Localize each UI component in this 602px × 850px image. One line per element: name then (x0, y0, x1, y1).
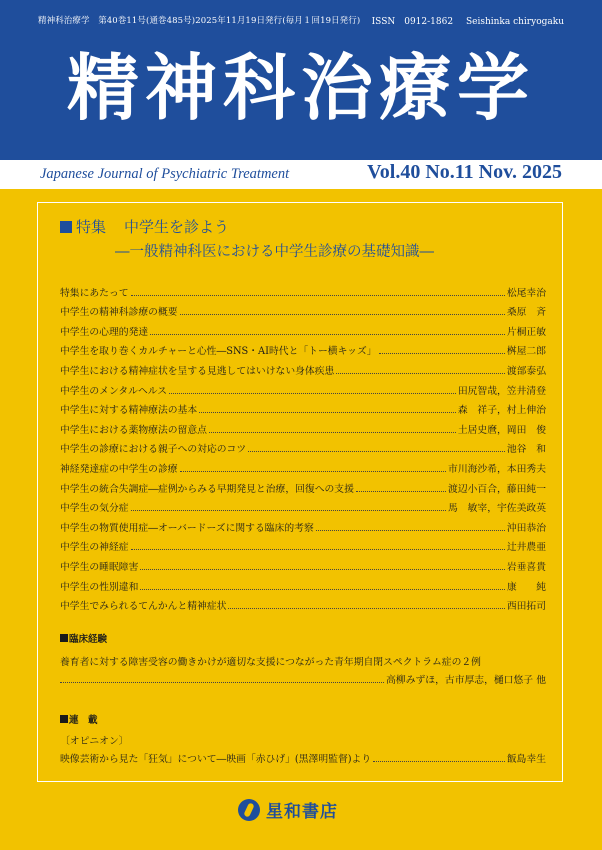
toc-row (60, 318, 546, 338)
journal-title: 精神科治療学 (66, 46, 535, 130)
square-bullet-icon (60, 221, 72, 233)
leader-dots (248, 451, 505, 452)
toc-row (60, 279, 546, 299)
article-title: 中学生の神経症 (60, 542, 129, 554)
article-authors: 康 純 (506, 581, 546, 593)
article-title: 中学生の性別違和 (60, 581, 139, 593)
cover-header (0, 0, 602, 160)
leader-dots (209, 432, 456, 433)
article-title: 中学生に対する精神療法の基本 (60, 405, 198, 417)
toc-row (60, 338, 546, 358)
square-bullet-icon (60, 715, 68, 723)
article-authors: 池谷 和 (506, 444, 546, 456)
toc-row (60, 299, 546, 319)
article-authors: 岩垂喜貴 (506, 561, 546, 573)
toc-row (60, 553, 546, 573)
issn: ISSN 0912-1862 (371, 17, 454, 27)
article-title: 中学生における精神症状を呈する見逃してはいけない身体疾患 (60, 365, 335, 377)
subtitle-band (0, 160, 602, 189)
article-authors: 土居史麿，岡田 俊 (457, 424, 546, 436)
clinical-heading-label: 臨床経験 (69, 634, 108, 645)
serial-heading-label: 連 載 (69, 715, 98, 726)
article-authors: 森 祥子，村上伸治 (457, 405, 546, 417)
toc-row (60, 475, 546, 495)
article-authors: 渡部泰弘 (506, 365, 546, 377)
leader-dots (140, 589, 504, 590)
toc-row (60, 377, 546, 397)
leader-dots (180, 314, 505, 315)
toc-row (60, 455, 546, 475)
article-title: 特集にあたって (60, 287, 129, 299)
leader-dots (131, 549, 505, 550)
toc-row (60, 357, 546, 377)
article-authors: 馬 敏宰，宇佐美政英 (448, 503, 546, 515)
leader-dots (180, 471, 446, 472)
article-title: 中学生の睡眠障害 (60, 561, 139, 573)
serial-article-title: 映像芸術から見た「狂気」について―映画「赤ひげ」(黒澤明監督)より (60, 754, 372, 765)
article-authors: 辻井農亜 (506, 542, 546, 554)
publisher (238, 797, 338, 822)
publication-info: 精神科治療学 第40巻11号(通巻485号)2025年11月19日発行(毎月１回19日発行) (38, 16, 361, 26)
article-title: 中学生における薬物療法の留意点 (60, 424, 207, 436)
article-title: 神経発達症の中学生の診療 (60, 463, 178, 475)
leader-dots (169, 393, 456, 394)
article-authors: 桝屋二郎 (506, 346, 546, 358)
toc-row (60, 397, 546, 417)
toc-row (60, 436, 546, 456)
toc-row (60, 495, 546, 515)
leader-dots (131, 295, 505, 296)
article-title: 中学生の診療における親子への対応のコツ (60, 444, 247, 456)
clinical-heading (60, 631, 107, 645)
english-title: Japanese Journal of Psychiatric Treatment (40, 166, 290, 182)
serial-article-authors: 飯島幸生 (506, 754, 546, 765)
leader-dots (140, 569, 504, 570)
article-title: 中学生を取り巻くカルチャーと心性―SNS・AI時代と「トー横キッズ」 (60, 346, 377, 358)
publisher-logo-icon (238, 799, 260, 821)
leader-dots (199, 412, 456, 413)
clinical-article-authors-row (60, 672, 546, 686)
article-title: 中学生でみられるてんかんと精神症状 (60, 601, 227, 613)
clinical-article-authors: 高柳みずほ，古市厚志，樋口悠子 他 (386, 675, 546, 686)
leader-dots (356, 491, 446, 492)
toc-row (60, 593, 546, 613)
leader-dots (150, 334, 505, 335)
serial-column-label: 〔オピニオン〕 (60, 736, 129, 747)
clinical-article-title: 養育者に対する障害受容の働きかけが適切な支援につながった青年期自閉スペクトラム症の２例 (60, 657, 481, 668)
feature-article-list (60, 279, 546, 612)
leader-dots (379, 353, 505, 354)
square-bullet-icon (60, 634, 68, 642)
toc-row (60, 573, 546, 593)
toc-row (60, 514, 546, 534)
article-authors: 片桐正敏 (506, 326, 546, 338)
article-title: 中学生の統合失調症―症例からみる早期発見と治療，回復への支援 (60, 483, 354, 495)
leader-dots (131, 510, 446, 511)
serial-article-row (60, 751, 546, 765)
romaji-title: Seishinka chiryogaku (465, 17, 564, 27)
article-title: 中学生の精神科診療の概要 (60, 307, 178, 319)
leader-dots (373, 761, 505, 762)
leader-dots (336, 373, 505, 374)
article-authors: 田尻智哉，笠井清登 (457, 385, 546, 397)
leader-dots (60, 682, 384, 683)
article-title: 中学生の心理的発達 (60, 326, 149, 338)
article-authors: 西田拓司 (506, 601, 546, 613)
article-title: 中学生の物質使用症―オーバードーズに関する臨床的考察 (60, 522, 314, 534)
article-authors: 渡辺小百合，藤田純一 (448, 483, 546, 495)
article-authors: 市川海沙希，本田秀夫 (448, 463, 546, 475)
article-authors: 松尾幸治 (506, 287, 546, 299)
article-authors: 桑原 斉 (506, 307, 546, 319)
toc-row (60, 534, 546, 554)
toc-row (60, 416, 546, 436)
feature-subtitle: ―一般精神科医における中学生診療の基礎知識― (115, 244, 434, 260)
article-title: 中学生のメンタルヘルス (60, 385, 168, 397)
leader-dots (228, 608, 504, 609)
serial-heading (60, 712, 98, 726)
feature-heading (60, 216, 229, 237)
issn-info (372, 14, 564, 27)
leader-dots (316, 530, 505, 531)
publisher-name: 星和書店 (266, 802, 338, 822)
feature-label: 特集 (76, 218, 107, 236)
feature-title: 中学生を診よう (124, 218, 230, 236)
volume-info: Vol.40 No.11 Nov. 2025 (367, 161, 562, 183)
article-authors: 沖田恭治 (506, 522, 546, 534)
article-title: 中学生の気分症 (60, 503, 129, 515)
